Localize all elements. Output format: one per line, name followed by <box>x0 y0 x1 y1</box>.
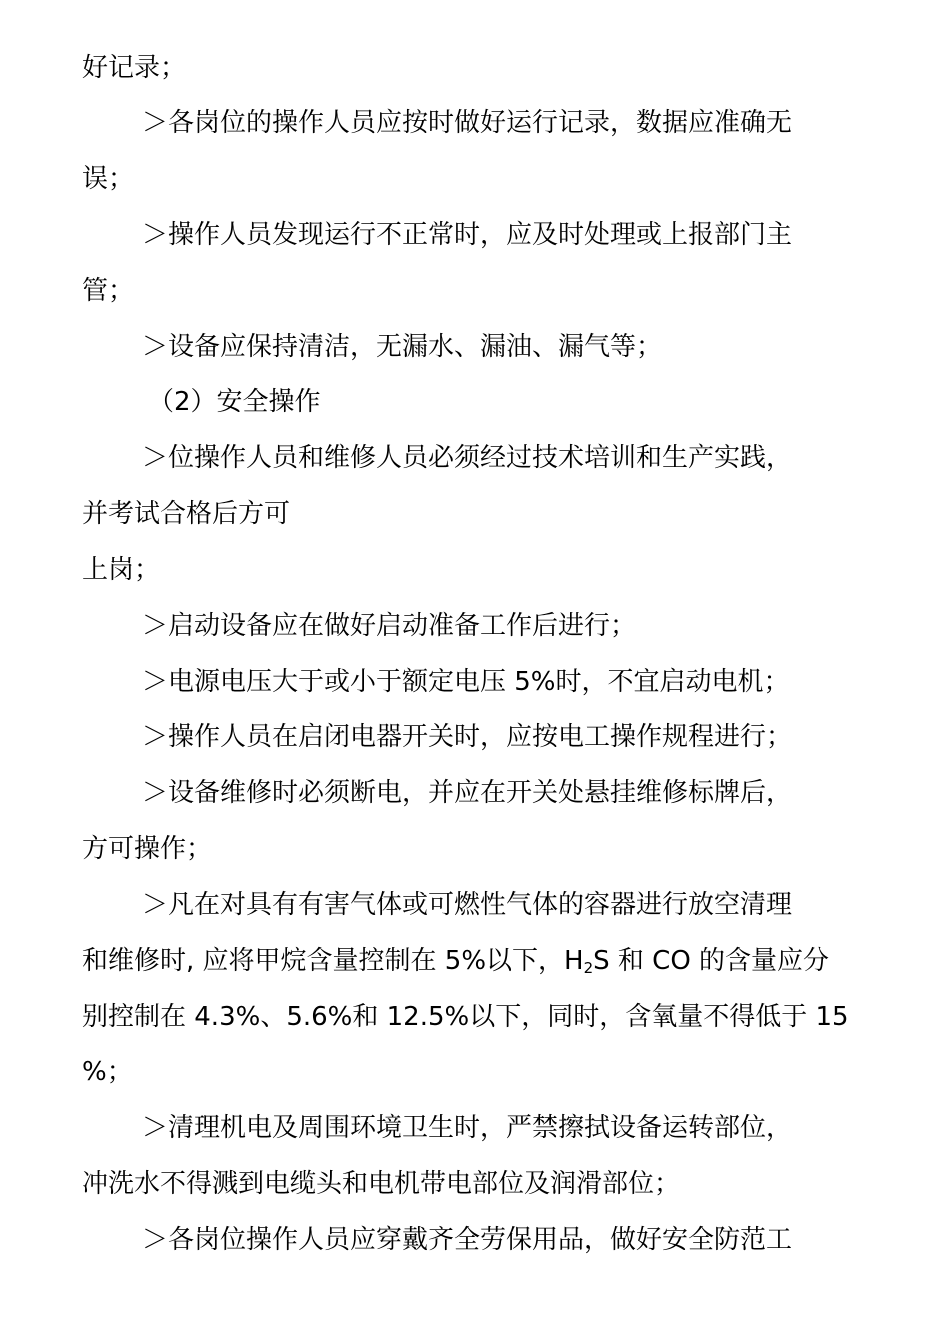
list-item: ＞设备维修时必须断电，并应在开关处悬挂维修标牌后， <box>142 778 793 808</box>
list-item: ＞设备应保持清洁，无漏水、漏油、漏气等； <box>142 332 663 362</box>
text-line: 上岗； <box>82 555 161 585</box>
text-line: 冲洗水不得溅到电缆头和电机带电部位及润滑部位； <box>82 1169 681 1199</box>
text-line: %； <box>82 1057 133 1087</box>
section-heading: （2）安全操作 <box>148 387 321 417</box>
text-line: 好记录； <box>82 53 187 83</box>
text-line: 方可操作； <box>82 834 213 864</box>
subscript: 2 <box>583 959 594 977</box>
text-line: 并考试合格后方可 <box>82 499 291 529</box>
list-item: ＞各岗位的操作人员应按时做好运行记录，数据应准确无 <box>142 108 793 138</box>
text-line: 别控制在 4.3%、5.6%和 12.5%以下，同时，含氧量不得低于 15 <box>82 1002 849 1032</box>
list-item: ＞位操作人员和维修人员必须经过技术培训和生产实践， <box>142 443 793 473</box>
text-line: 误； <box>82 164 135 194</box>
list-item: ＞凡在对具有有害气体或可燃性气体的容器进行放空清理 <box>142 890 793 920</box>
text-segment: S 和 CO 的含量应分 <box>593 946 830 976</box>
list-item: ＞启动设备应在做好启动准备工作后进行； <box>142 611 637 641</box>
list-item: ＞各岗位操作人员应穿戴齐全劳保用品，做好安全防范工 <box>142 1225 793 1255</box>
list-item: ＞电源电压大于或小于额定电压 5%时，不宜启动电机； <box>142 667 790 697</box>
list-item: ＞操作人员发现运行不正常时，应及时处理或上报部门主 <box>142 220 793 250</box>
list-item: ＞清理机电及周围环境卫生时，严禁擦拭设备运转部位， <box>142 1113 793 1143</box>
text-line-with-subscript <box>0 939 950 983</box>
text-line: 管； <box>82 276 135 306</box>
text-segment: 和维修时, 应将甲烷含量控制在 5%以下，H <box>82 946 584 976</box>
list-item: ＞操作人员在启闭电器开关时，应按电工操作规程进行； <box>142 722 793 752</box>
